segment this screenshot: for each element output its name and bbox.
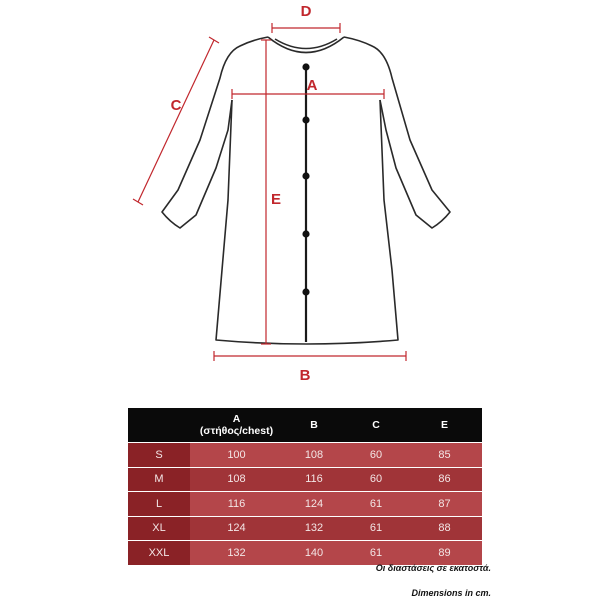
header-a-letter: A <box>232 413 241 425</box>
size-table <box>128 408 482 565</box>
a-cell: 100 <box>190 443 283 467</box>
b-cell: 108 <box>283 443 345 467</box>
header-size <box>128 408 190 442</box>
a-cell: 132 <box>190 541 283 565</box>
dim-c-line <box>138 40 214 202</box>
c-cell: 60 <box>345 443 407 467</box>
b-cell: 132 <box>283 517 345 541</box>
note-greek: Οι διαστάσεις σε εκατοστά. <box>375 563 491 573</box>
dimension-lines <box>133 23 406 361</box>
table-row <box>128 492 482 516</box>
e-cell: 89 <box>407 541 482 565</box>
e-cell: 86 <box>407 468 482 492</box>
c-cell: 60 <box>345 468 407 492</box>
note-english: Dimensions in cm. <box>411 588 491 598</box>
header-c: C <box>372 419 380 431</box>
table-row <box>128 541 482 565</box>
label-e: E <box>270 191 282 208</box>
header-b: B <box>310 419 318 431</box>
size-cell: M <box>128 468 190 492</box>
b-cell: 140 <box>283 541 345 565</box>
c-cell: 61 <box>345 492 407 516</box>
e-cell: 87 <box>407 492 482 516</box>
size-cell: XL <box>128 517 190 541</box>
header-a-subtitle: (στήθος/chest) <box>199 425 274 437</box>
table-row <box>128 517 482 541</box>
size-cell: L <box>128 492 190 516</box>
e-cell: 88 <box>407 517 482 541</box>
button-4 <box>302 230 309 237</box>
b-cell: 116 <box>283 468 345 492</box>
a-cell: 116 <box>190 492 283 516</box>
table-header <box>128 408 482 442</box>
label-a: A <box>306 77 318 94</box>
button-3 <box>302 172 309 179</box>
c-cell: 61 <box>345 517 407 541</box>
header-e: E <box>440 419 448 431</box>
label-d: D <box>300 3 312 20</box>
label-b: B <box>299 367 311 384</box>
a-cell: 124 <box>190 517 283 541</box>
table-body <box>128 443 482 565</box>
button-2 <box>302 116 309 123</box>
size-cell: S <box>128 443 190 467</box>
header-a <box>190 408 283 442</box>
e-cell: 85 <box>407 443 482 467</box>
c-cell: 61 <box>345 541 407 565</box>
size-cell: XXL <box>128 541 190 565</box>
a-cell: 108 <box>190 468 283 492</box>
button-5 <box>302 288 309 295</box>
table-row <box>128 468 482 492</box>
b-cell: 124 <box>283 492 345 516</box>
label-c: C <box>170 97 182 114</box>
table-row <box>128 443 482 467</box>
button-1 <box>302 63 309 70</box>
